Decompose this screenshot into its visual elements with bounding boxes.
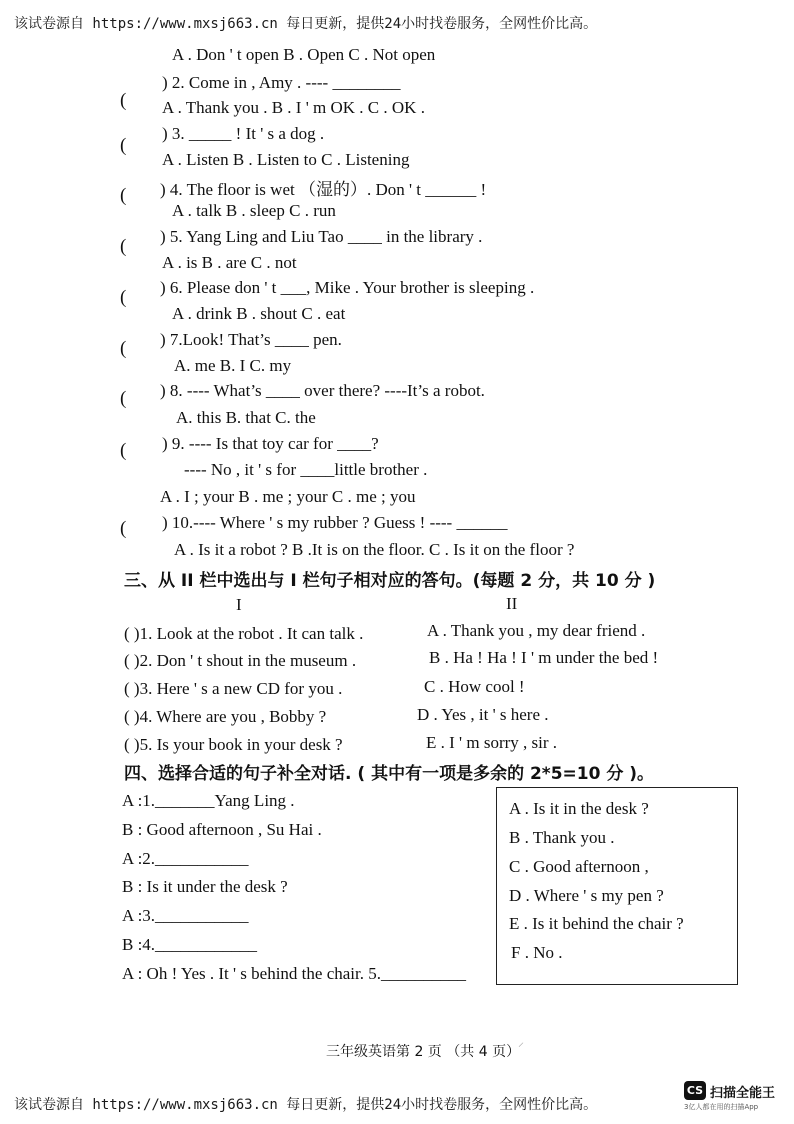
question-stem: ) 8. ---- What’s ____ over there? ----It’s a robot. [160, 381, 485, 400]
dialog-line: B : Is it under the desk ? [122, 877, 288, 896]
question-options: A. me B. I C. my [174, 356, 292, 375]
question-options: A . Listen B . Listen to C . Listening [162, 150, 410, 169]
question-stem: ) 2. Come in , Amy . ---- ________ [162, 73, 401, 92]
dialog-line: B :4.____________ [122, 935, 258, 954]
logo-name: 扫描全能王 [710, 1086, 776, 1101]
matching-right-item: C . How cool ! [424, 677, 525, 696]
answer-paren: ( [120, 338, 127, 359]
camscanner-badge-icon: CS [684, 1081, 706, 1100]
column-2-header: II [506, 594, 518, 613]
question-stem: ) 5. Yang Ling and Liu Tao ____ in the library . [160, 227, 483, 246]
answer-paren: ( [120, 90, 127, 111]
question-stem: ) 9. ---- Is that toy car for ____? [162, 434, 379, 453]
page-number: 三年级英语第 2 页 （共 4 页） [326, 1044, 521, 1060]
matching-left-item: ( )5. Is your book in your desk ? [124, 735, 343, 754]
dialog-line: A :1._______Yang Ling . [122, 791, 295, 810]
option-item: A . Is it in the desk ? [509, 799, 649, 818]
matching-right-item: D . Yes , it ' s here . [417, 705, 549, 724]
question-options: A . Thank you . B . I ' m OK . C . OK . [162, 98, 425, 117]
question-line2: ---- No , it ' s for ____little brother . [184, 460, 428, 479]
section-4-title: 四、选择合适的句子补全对话. ( 其中有一项是多余的 2*5=10 分 )。 [124, 764, 655, 784]
matching-right-item: E . I ' m sorry , sir . [426, 733, 558, 752]
matching-right-item: A . Thank you , my dear friend . [427, 621, 646, 640]
answer-paren: ( [120, 236, 127, 257]
dialog-line: A :2.___________ [122, 849, 249, 868]
answer-paren: ( [120, 185, 127, 206]
dialog-line: A :3.___________ [122, 906, 249, 925]
matching-left-item: ( )2. Don ' t shout in the museum . [124, 651, 357, 670]
question-options: A . I ; your B . me ; your C . me ; you [160, 487, 416, 506]
question-options: A . is B . are C . not [162, 253, 297, 272]
answer-paren: ( [120, 388, 127, 409]
column-1-header: I [236, 595, 242, 614]
option-item: C . Good afternoon , [509, 857, 649, 876]
question-stem: ) 4. The floor is wet （湿的）. Don ' t ______ ! [160, 180, 487, 199]
question-stem: ) 3. _____ ! It ' s a dog . [162, 124, 325, 143]
matching-right-item: B . Ha ! Ha ! I ' m under the bed ! [429, 648, 659, 667]
option-item: B . Thank you . [509, 828, 615, 847]
option-item: D . Where ' s my pen ? [509, 886, 664, 905]
question-options: A . drink B . shout C . eat [172, 304, 346, 323]
question-options: A. this B. that C. the [176, 408, 316, 427]
section-3-title: 三、从 II 栏中选出与 I 栏句子相对应的答句。(每题 2 分，共 10 分 ) [124, 571, 656, 591]
camscanner-logo [684, 1081, 790, 1111]
matching-left-item: ( )4. Where are you , Bobby ? [124, 707, 327, 726]
answer-paren: ( [120, 287, 127, 308]
option-item: E . Is it behind the chair ? [509, 914, 684, 933]
dialog-line: A : Oh ! Yes . It ' s behind the chair. 5.__________ [122, 964, 466, 983]
footer-source-line: 该试卷源自 https://www.mxsj663.cn 每日更新，提供24小时找卷服务，全网性价比高。 [14, 1097, 598, 1113]
answer-paren: ( [120, 440, 127, 461]
q1-options: A . Don ' t open B . Open C . Not open [172, 45, 436, 64]
question-stem: ) 6. Please don ' t ___, Mike . Your brother is sleeping . [160, 278, 535, 297]
question-options: A . talk B . sleep C . run [172, 201, 336, 220]
dialog-line: B : Good afternoon , Su Hai . [122, 820, 322, 839]
question-options: A . Is it a robot ? B .It is on the floor. C . Is it on the floor ? [174, 540, 575, 559]
scan-mark: ⸝ [518, 1035, 525, 1049]
matching-left-item: ( )1. Look at the robot . It can talk . [124, 624, 364, 643]
question-stem: ) 10.---- Where ' s my rubber ? Guess ! ---- ______ [162, 513, 508, 532]
answer-paren: ( [120, 135, 127, 156]
header-source-line: 该试卷源自 https://www.mxsj663.cn 每日更新，提供24小时找卷服务，全网性价比高。 [14, 16, 598, 32]
matching-left-item: ( )3. Here ' s a new CD for you . [124, 679, 343, 698]
option-item: F . No . [511, 943, 563, 962]
question-stem: ) 7.Look! That’s ____ pen. [160, 330, 342, 349]
logo-tagline: 3亿人都在用的扫描App [684, 1103, 759, 1111]
answer-paren: ( [120, 518, 127, 539]
